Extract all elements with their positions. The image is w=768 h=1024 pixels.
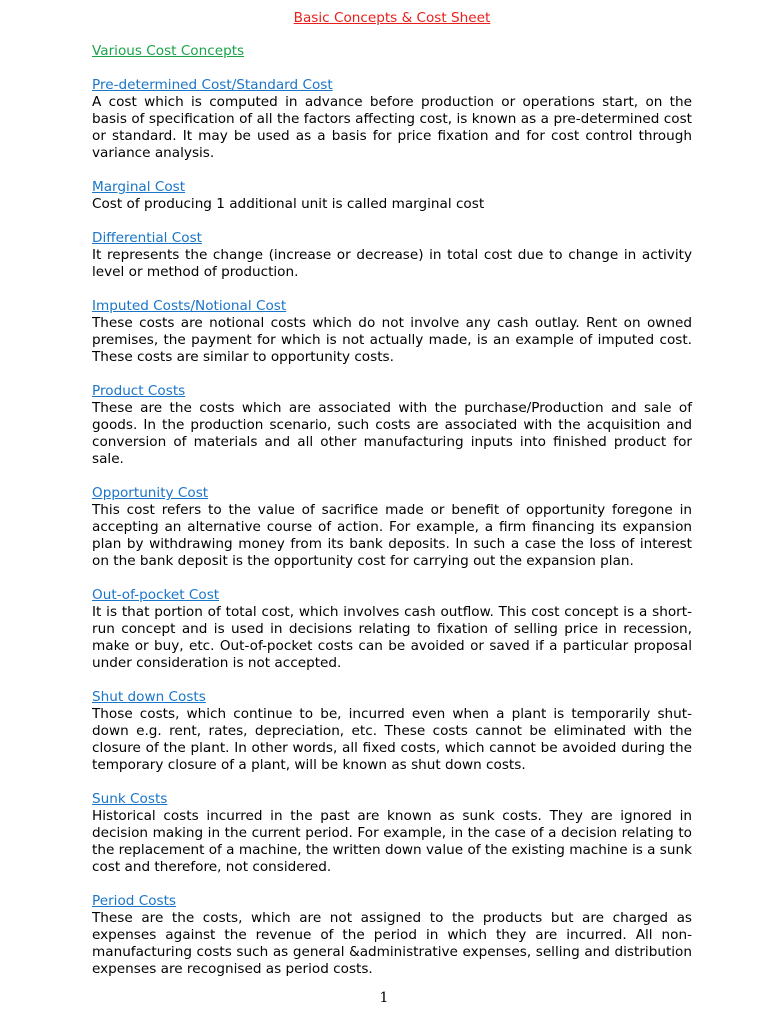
concept-shut-down-costs xyxy=(92,689,692,774)
section-heading: Various Cost Concepts xyxy=(92,43,245,59)
concept-title: Marginal Cost xyxy=(92,179,186,195)
concept-body: Historical costs incurred in the past are known as sunk costs. They are ignored in decision making in the current period. For example, in the case of a decision relating to the replacement of a machine, the written down value of the existing machine is a sunk cost and therefore, not considered. xyxy=(92,808,692,875)
concept-body: These costs are notional costs which do not involve any cash outlay. Rent on owned premises, the payment for which is not actually made, is an example of imputed cost. These costs are similar to opportunity costs. xyxy=(92,315,692,365)
concept-body: These are the costs which are associated with the purchase/Production and sale of goods. In the production scenario, such costs are associated with the acquisition and conversion of materials and all other manufacturing inputs into finished product for sale. xyxy=(92,400,692,467)
concept-title: Out-of-pocket Cost xyxy=(92,587,220,603)
concept-sunk-costs xyxy=(92,791,692,876)
concept-title: Period Costs xyxy=(92,893,177,909)
concept-body: It is that portion of total cost, which involves cash outflow. This cost concept is a short-run concept and is used in decisions relating to fixation of selling price in recession, make or buy, etc. Out-of-pocket costs can be avoided or saved if a particular proposal under consideration is not accepted. xyxy=(92,604,692,671)
document-title: Basic Concepts & Cost Sheet xyxy=(293,10,491,26)
concept-body: Those costs, which continue to be, incurred even when a plant is temporarily shut-down e.g. rent, rates, depreciation, etc. These costs cannot be eliminated with the closure of the plant. In other words, all fixed costs, which cannot be avoided during the temporary closure of a plant, will be known as shut down costs. xyxy=(92,706,692,773)
concept-opportunity-cost xyxy=(92,485,692,570)
concept-body: Cost of producing 1 additional unit is called marginal cost xyxy=(92,196,485,212)
concept-title: Differential Cost xyxy=(92,230,202,246)
concept-marginal-cost xyxy=(92,179,692,213)
concept-body: This cost refers to the value of sacrifice made or benefit of opportunity foregone in accepting an alternative course of action. For example, a firm financing its expansion plan by withdrawing money from its bank deposits. In such a case the loss of interest on the bank deposit is the opportunity cost for carrying out the expansion plan. xyxy=(92,502,692,569)
concept-body: It represents the change (increase or decrease) in total cost due to change in activity level or method of production. xyxy=(92,247,692,280)
concept-predetermined-cost xyxy=(92,77,692,162)
concept-body: A cost which is computed in advance before production or operations start, on the basis of specification of all the factors affecting cost, is known as a pre-determined cost or standard. It may be used as a basis for price fixation and for cost control through variance analysis. xyxy=(92,94,692,161)
concept-body: These are the costs, which are not assigned to the products but are charged as expenses against the revenue of the period in which they are incurred. All non-manufacturing costs such as general &administrative expenses, selling and distribution expenses are recognised as period costs. xyxy=(92,910,692,977)
concept-differential-cost xyxy=(92,230,692,281)
concept-title: Pre-determined Cost/Standard Cost xyxy=(92,77,333,93)
concept-product-costs xyxy=(92,383,692,468)
concept-out-of-pocket-cost xyxy=(92,587,692,672)
page-number: 1 xyxy=(379,990,389,1006)
document-page xyxy=(92,10,692,995)
concept-period-costs xyxy=(92,893,692,978)
concept-title: Imputed Costs/Notional Cost xyxy=(92,298,287,314)
concept-title: Product Costs xyxy=(92,383,186,399)
concept-imputed-costs xyxy=(92,298,692,366)
concept-title: Opportunity Cost xyxy=(92,485,209,501)
concept-title: Sunk Costs xyxy=(92,791,168,807)
concept-title: Shut down Costs xyxy=(92,689,206,705)
